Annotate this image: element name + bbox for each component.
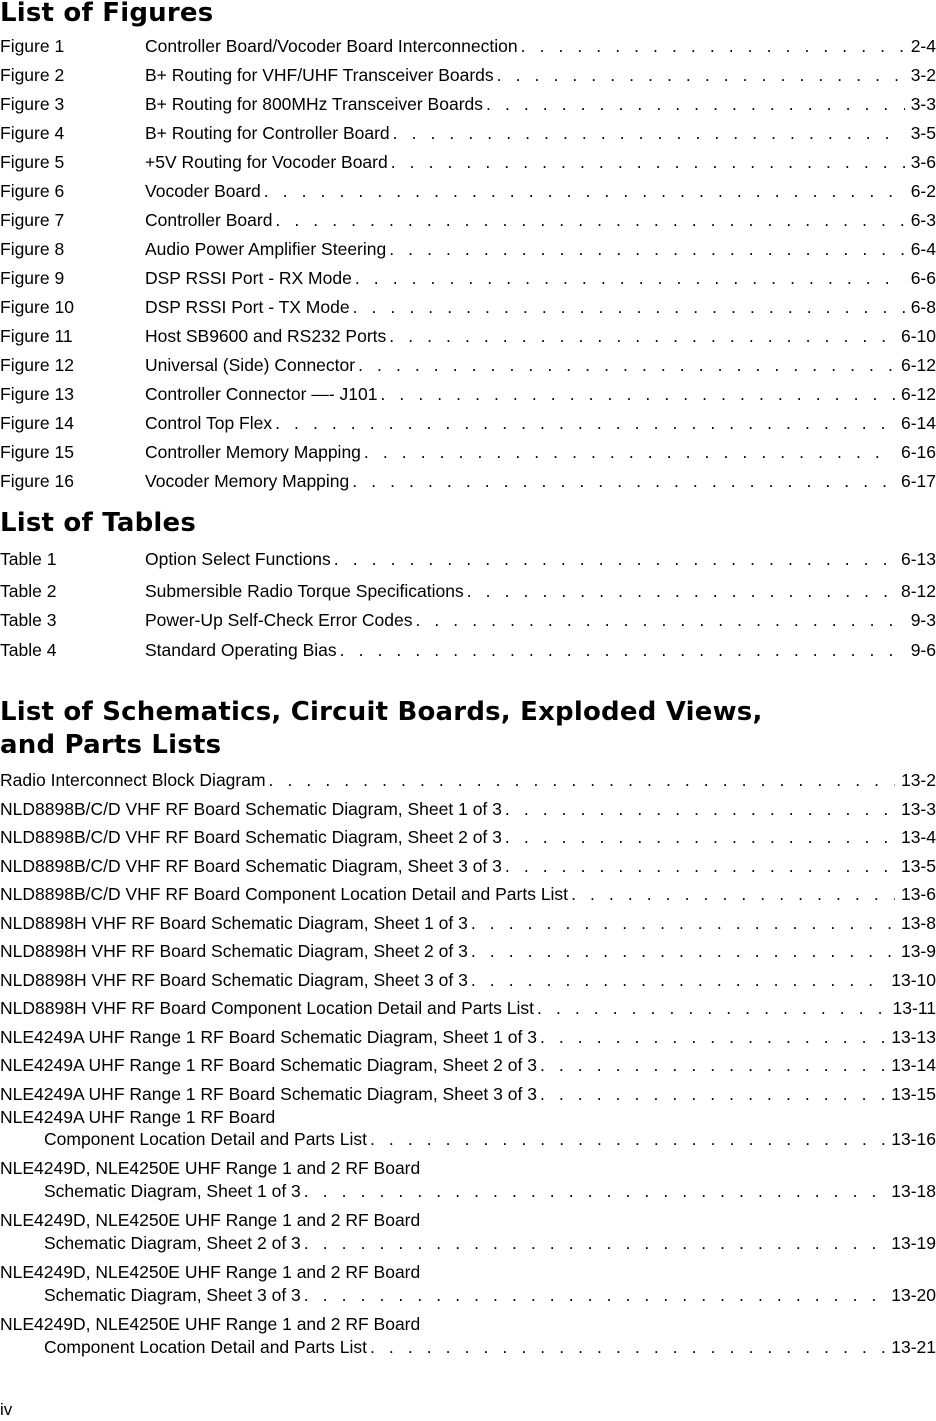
entry-title: NLE4249A UHF Range 1 RF Board Schematic Diagram, Sheet 2 of 3	[0, 1055, 537, 1075]
entry-page: 13-14	[891, 1055, 936, 1075]
entry-title: Vocoder Memory Mapping	[145, 471, 350, 491]
figure-entry	[0, 177, 936, 206]
dot-leader	[377, 380, 895, 409]
entry-number: Table 4	[0, 640, 57, 660]
entry-page: 6-17	[900, 471, 936, 491]
dot-leader	[534, 994, 887, 1023]
entry-number: Table 1	[0, 549, 57, 569]
entry-title: Schematic Diagram, Sheet 2 of 3	[44, 1233, 301, 1253]
schematic-entry-board-line: NLE4249D, NLE4250E UHF Range 1 and 2 RF Board	[0, 1314, 421, 1334]
entry-page: 6-14	[900, 413, 936, 433]
entry-page: 6-4	[910, 239, 936, 259]
figure-entry	[0, 438, 936, 467]
entry-page: 13-21	[891, 1337, 936, 1357]
list-of-figures-heading: List of Figures	[0, 0, 214, 28]
list-of-tables-heading: List of Tables	[0, 508, 197, 538]
dot-leader	[352, 264, 905, 293]
entry-title: Option Select Functions	[145, 549, 331, 569]
entry-page: 6-2	[910, 181, 936, 201]
schematic-entry	[44, 1281, 936, 1310]
dot-leader	[468, 966, 885, 995]
entry-page: 13-16	[891, 1129, 936, 1149]
entry-title: Universal (Side) Connector	[145, 355, 356, 375]
entry-page: 6-3	[910, 210, 936, 230]
figure-entry	[0, 409, 936, 438]
entry-page: 13-20	[891, 1285, 936, 1305]
dot-leader	[272, 409, 895, 438]
schematic-entry	[44, 1229, 936, 1258]
entry-number: Figure 4	[0, 123, 65, 143]
entry-page: 9-3	[910, 610, 936, 630]
schematic-entry	[44, 1333, 936, 1362]
figure-entry	[0, 119, 936, 148]
dot-leader	[349, 467, 895, 496]
entry-page: 3-6	[910, 152, 936, 172]
entry-number: Figure 2	[0, 65, 65, 85]
dot-leader	[518, 32, 905, 61]
entry-title: Component Location Detail and Parts List	[44, 1129, 367, 1149]
table-entry	[0, 545, 936, 574]
entry-page: 3-5	[910, 123, 936, 143]
schematic-entry	[0, 937, 936, 966]
schematic-entry	[0, 880, 936, 909]
schematic-entry	[0, 909, 936, 938]
entry-page: 13-9	[900, 941, 936, 961]
schematic-entry	[0, 795, 936, 824]
entry-title: B+ Routing for VHF/UHF Transceiver Boards	[145, 65, 494, 85]
entry-number: Figure 12	[0, 355, 74, 375]
schematic-entry	[0, 1051, 936, 1080]
figure-entry	[0, 264, 936, 293]
figure-entry	[0, 380, 936, 409]
entry-title: NLD8898H VHF RF Board Schematic Diagram, Sheet 3 of 3	[0, 970, 468, 990]
entry-title: Host SB9600 and RS232 Ports	[145, 326, 387, 346]
dot-leader	[261, 177, 905, 206]
entry-page: 13-11	[892, 998, 936, 1018]
dot-leader	[272, 206, 904, 235]
schematic-entry	[0, 994, 936, 1023]
entry-title: NLE4249A UHF Range 1 RF Board Schematic Diagram, Sheet 3 of 3	[0, 1084, 537, 1104]
schematic-entry	[44, 1177, 936, 1206]
entry-page: 13-6	[900, 884, 936, 904]
entry-page: 9-6	[910, 640, 936, 660]
dot-leader	[367, 1125, 885, 1154]
entry-page: 6-10	[900, 326, 936, 346]
list-of-schematics-heading: List of Schematics, Circuit Boards, Exploded Views,	[0, 697, 763, 727]
entry-page: 3-3	[910, 94, 936, 114]
entry-number: Figure 13	[0, 384, 74, 404]
dot-leader	[537, 1051, 885, 1080]
entry-title: DSP RSSI Port - TX Mode	[145, 297, 350, 317]
dot-leader	[386, 235, 904, 264]
entry-page: 13-4	[900, 827, 936, 847]
entry-number: Table 3	[0, 610, 57, 630]
dot-leader	[361, 438, 895, 467]
figure-entry	[0, 293, 936, 322]
entry-title: Controller Memory Mapping	[145, 442, 361, 462]
dot-leader	[390, 119, 905, 148]
dot-leader	[483, 90, 905, 119]
table-entry	[0, 636, 936, 665]
dot-leader	[355, 351, 895, 380]
entry-page: 6-12	[900, 355, 936, 375]
entry-title: Vocoder Board	[145, 181, 261, 201]
dot-leader	[337, 636, 905, 665]
dot-leader	[494, 61, 905, 90]
schematic-entry	[0, 1023, 936, 1052]
entry-title: NLD8898B/C/D VHF RF Board Schematic Diagram, Sheet 3 of 3	[0, 856, 502, 876]
entry-title: B+ Routing for Controller Board	[145, 123, 390, 143]
table-entry	[0, 606, 936, 635]
entry-title: NLD8898B/C/D VHF RF Board Schematic Diagram, Sheet 1 of 3	[0, 799, 502, 819]
list-of-schematics-heading-line2: and Parts Lists	[0, 730, 222, 760]
dot-leader	[502, 823, 895, 852]
entry-title: NLE4249A UHF Range 1 RF Board Schematic Diagram, Sheet 1 of 3	[0, 1027, 537, 1047]
dot-leader	[412, 606, 904, 635]
entry-page: 3-2	[910, 65, 936, 85]
dot-leader	[367, 1333, 885, 1362]
dot-leader	[266, 766, 895, 795]
schematic-entry-board-line: NLE4249A UHF Range 1 RF Board	[0, 1107, 276, 1127]
entry-page: 13-15	[891, 1084, 936, 1104]
dot-leader	[350, 293, 905, 322]
figure-entry	[0, 90, 936, 119]
entry-page: 6-16	[900, 442, 936, 462]
dot-leader	[468, 909, 895, 938]
entry-title: Controller Connector —- J101	[145, 384, 378, 404]
entry-title: Component Location Detail and Parts List	[44, 1337, 367, 1357]
dot-leader	[388, 148, 905, 177]
entry-page: 13-3	[900, 799, 936, 819]
entry-page: 13-18	[891, 1181, 936, 1201]
schematic-entry	[0, 966, 936, 995]
dot-leader	[464, 577, 895, 606]
entry-title: Schematic Diagram, Sheet 3 of 3	[44, 1285, 301, 1305]
entry-page: 6-6	[910, 268, 936, 288]
entry-number: Figure 5	[0, 152, 65, 172]
schematic-entry	[0, 766, 936, 795]
entry-title: Controller Board/Vocoder Board Interconnection	[145, 36, 518, 56]
figure-entry	[0, 148, 936, 177]
entry-number: Figure 11	[0, 326, 73, 346]
dot-leader	[537, 1023, 885, 1052]
schematic-entry-board-line: NLE4249D, NLE4250E UHF Range 1 and 2 RF Board	[0, 1158, 421, 1178]
entry-page: 2-4	[910, 36, 936, 56]
table-entry	[0, 577, 936, 606]
entry-page: 13-13	[891, 1027, 936, 1047]
schematic-entry-board-line: NLE4249D, NLE4250E UHF Range 1 and 2 RF Board	[0, 1262, 421, 1282]
entry-number: Figure 16	[0, 471, 74, 491]
schematic-entry	[44, 1125, 936, 1154]
dot-leader	[468, 937, 895, 966]
entry-title: +5V Routing for Vocoder Board	[145, 152, 388, 172]
entry-title: B+ Routing for 800MHz Transceiver Boards	[145, 94, 484, 114]
schematic-entry-board-line: NLE4249D, NLE4250E UHF Range 1 and 2 RF Board	[0, 1210, 421, 1230]
figure-entry	[0, 322, 936, 351]
entry-title: Schematic Diagram, Sheet 1 of 3	[44, 1181, 301, 1201]
entry-number: Figure 7	[0, 210, 65, 230]
entry-title: NLD8898H VHF RF Board Component Location Detail and Parts List	[0, 998, 535, 1018]
dot-leader	[502, 852, 895, 881]
entry-title: Control Top Flex	[145, 413, 273, 433]
figure-entry	[0, 32, 936, 61]
entry-page: 13-2	[900, 770, 936, 790]
dot-leader	[537, 1080, 885, 1109]
entry-title: NLD8898B/C/D VHF RF Board Schematic Diagram, Sheet 2 of 3	[0, 827, 502, 847]
dot-leader	[301, 1229, 885, 1258]
entry-number: Figure 15	[0, 442, 74, 462]
entry-title: Standard Operating Bias	[145, 640, 337, 660]
dot-leader	[331, 545, 895, 574]
entry-page: 13-5	[900, 856, 936, 876]
entry-title: Submersible Radio Torque Specifications	[145, 581, 464, 601]
entry-page: 6-13	[900, 549, 936, 569]
entry-page: 6-12	[900, 384, 936, 404]
entry-number: Figure 3	[0, 94, 65, 114]
entry-title: NLD8898B/C/D VHF RF Board Component Location Detail and Parts List	[0, 884, 569, 904]
entry-page: 13-19	[891, 1233, 936, 1253]
dot-leader	[568, 880, 895, 909]
entry-page: 13-10	[891, 970, 936, 990]
entry-page: 8-12	[900, 581, 936, 601]
entry-title: NLD8898H VHF RF Board Schematic Diagram, Sheet 1 of 3	[0, 913, 468, 933]
schematic-entry	[0, 852, 936, 881]
figure-entry	[0, 467, 936, 496]
entry-title: Power-Up Self-Check Error Codes	[145, 610, 413, 630]
entry-title: NLD8898H VHF RF Board Schematic Diagram, Sheet 2 of 3	[0, 941, 468, 961]
page-folio: iv	[0, 1400, 13, 1419]
entry-title: Audio Power Amplifier Steering	[145, 239, 387, 259]
entry-number: Figure 14	[0, 413, 74, 433]
entry-number: Figure 10	[0, 297, 74, 317]
entry-title: Radio Interconnect Block Diagram	[0, 770, 266, 790]
figure-entry	[0, 351, 936, 380]
entry-page: 6-8	[910, 297, 936, 317]
entry-number: Figure 9	[0, 268, 65, 288]
schematic-entry	[0, 823, 936, 852]
entry-page: 13-8	[900, 913, 936, 933]
dot-leader	[301, 1177, 885, 1206]
figure-entry	[0, 61, 936, 90]
dot-leader	[502, 795, 895, 824]
entry-number: Figure 6	[0, 181, 65, 201]
entry-number: Figure 1	[0, 36, 65, 56]
dot-leader	[301, 1281, 885, 1310]
entry-number: Figure 8	[0, 239, 65, 259]
dot-leader	[386, 322, 895, 351]
figure-entry	[0, 235, 936, 264]
entry-number: Table 2	[0, 581, 57, 601]
entry-title: Controller Board	[145, 210, 273, 230]
entry-title: DSP RSSI Port - RX Mode	[145, 268, 352, 288]
figure-entry	[0, 206, 936, 235]
